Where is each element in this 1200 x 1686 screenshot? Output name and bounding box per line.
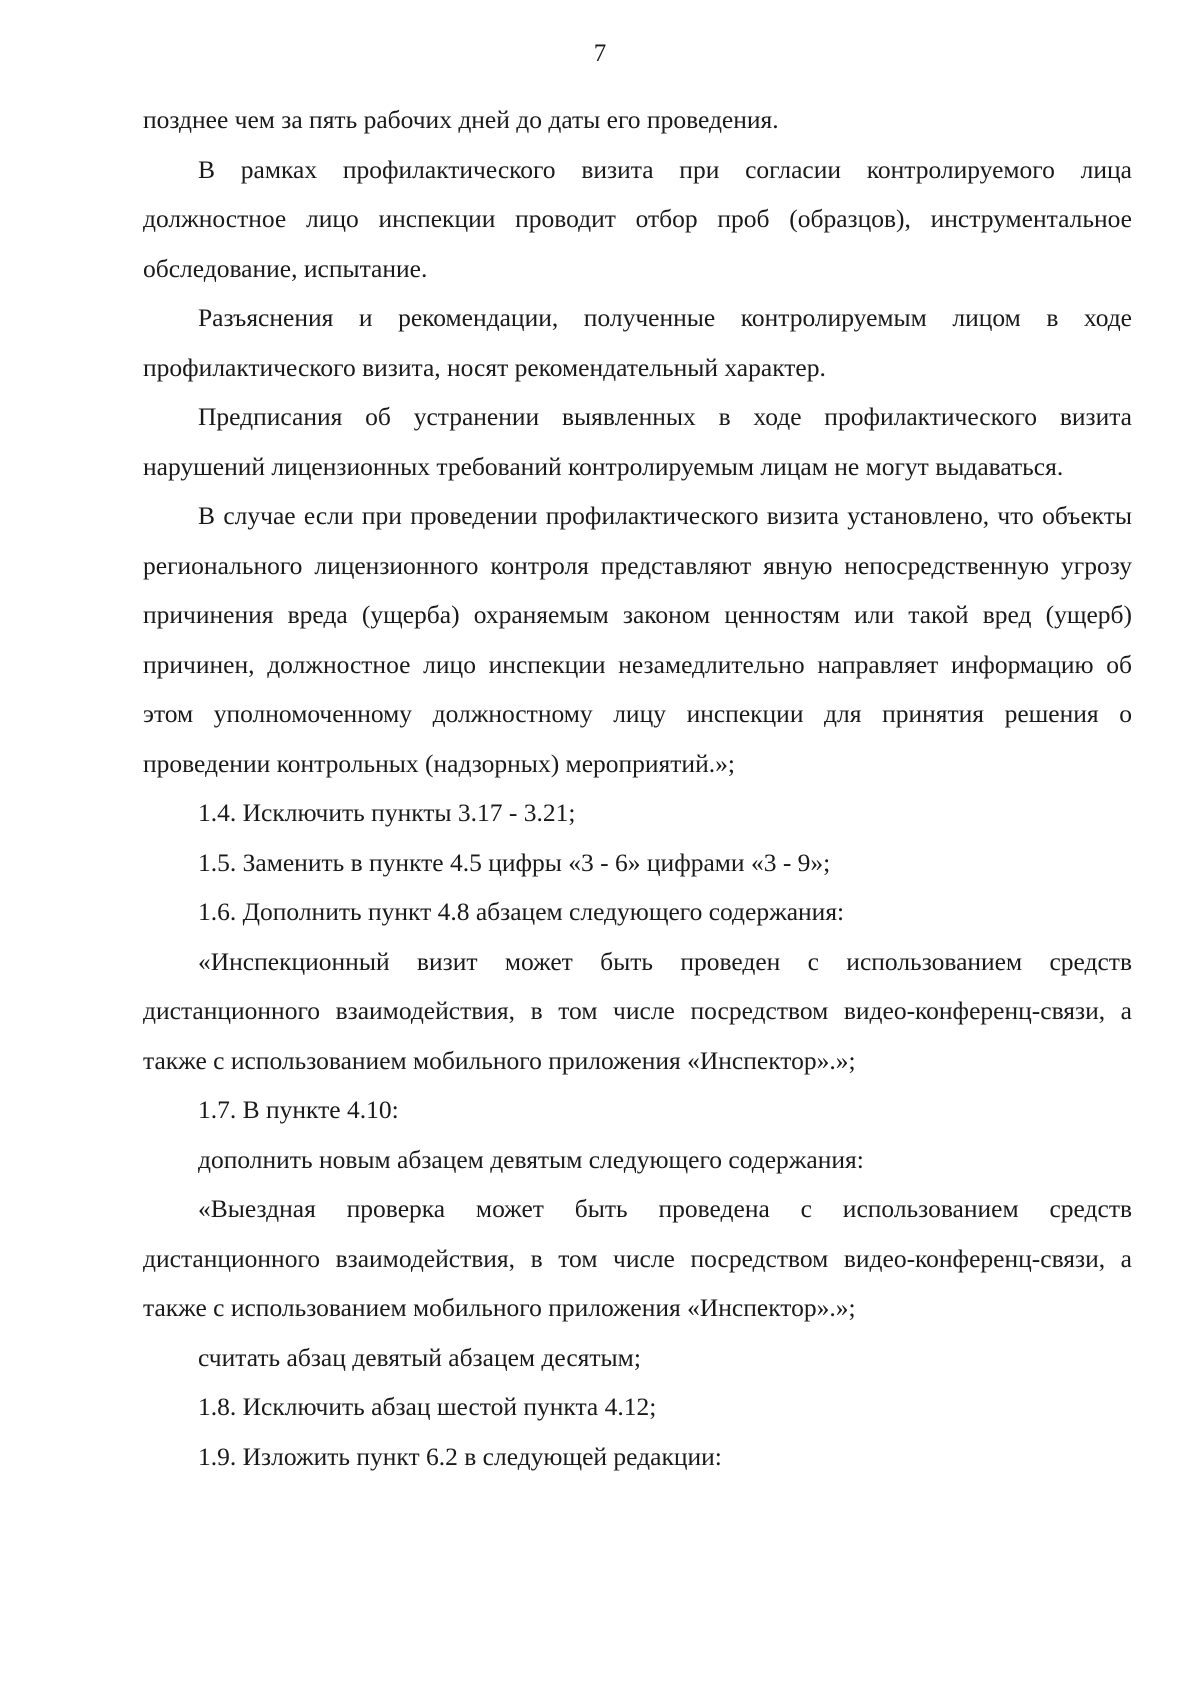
paragraph: 1.9. Изложить пункт 6.2 в следующей редакции: — [198, 1441, 722, 1471]
paragraph: 1.4. Исключить пункты 3.17 - 3.21; — [198, 798, 576, 827]
paragraph: «Инспекционный визит может быть проведен с использованием средств дистанционного взаимодействия, в том числе посредством видео-конференц-связи, а также с использованием мобильного приложения «Инспектор».»; — [143, 946, 1132, 1075]
paragraph: «Выездная проверка может быть проведена с использованием средств дистанционного взаимодействия, в том числе посредством видео-конференц-связи, а также с использованием мобильного приложения «Инспектор».»; — [143, 1194, 1132, 1322]
paragraph: считать абзац девятый абзацем десятым; — [198, 1342, 641, 1372]
paragraph: позднее чем за пять рабочих дней до даты его проведения. — [143, 105, 779, 134]
paragraph: Разъяснения и рекомендации, полученные контролируемым лицом в ходе профилактического визита, носят рекомендательный характер. — [143, 303, 1132, 382]
paragraph: 1.8. Исключить абзац шестой пункта 4.12; — [198, 1392, 657, 1421]
paragraph: дополнить новым абзацем девятым следующего содержания: — [198, 1144, 864, 1174]
page-number: 7 — [593, 40, 607, 67]
paragraph: 1.7. В пункте 4.10: — [198, 1095, 399, 1124]
document-body — [143, 95, 1132, 1481]
paragraph: В рамках профилактического визита при согласии контролируемого лица должностное лицо инспекции проводит отбор проб (образцов), инструментальное обследование, испытание. — [143, 154, 1132, 283]
paragraph: 1.6. Дополнить пункт 4.8 абзацем следующего содержания: — [198, 897, 845, 926]
paragraph: Предписания об устранении выявленных в ходе профилактического визита нарушений лицензионных требований контролируемым лицам не могут выдаваться. — [143, 402, 1132, 481]
paragraph: В случае если при проведении профилактического визита установлено, что объекты регионального лицензионного контроля представляют явную непосредственную угрозу причинения вреда (ущерба) охраняемым законом ценностям или такой вред (ущерб) причинен, должностное лицо инспекции незамедлительно направляет информацию об этом уполномоченному должностному лицу инспекции для принятия решения о проведении контрольных (надзорных) мероприятий.»; — [143, 501, 1132, 778]
paragraph: 1.5. Заменить в пункте 4.5 цифры «3 - 6» цифрами «3 - 9»; — [198, 847, 831, 877]
